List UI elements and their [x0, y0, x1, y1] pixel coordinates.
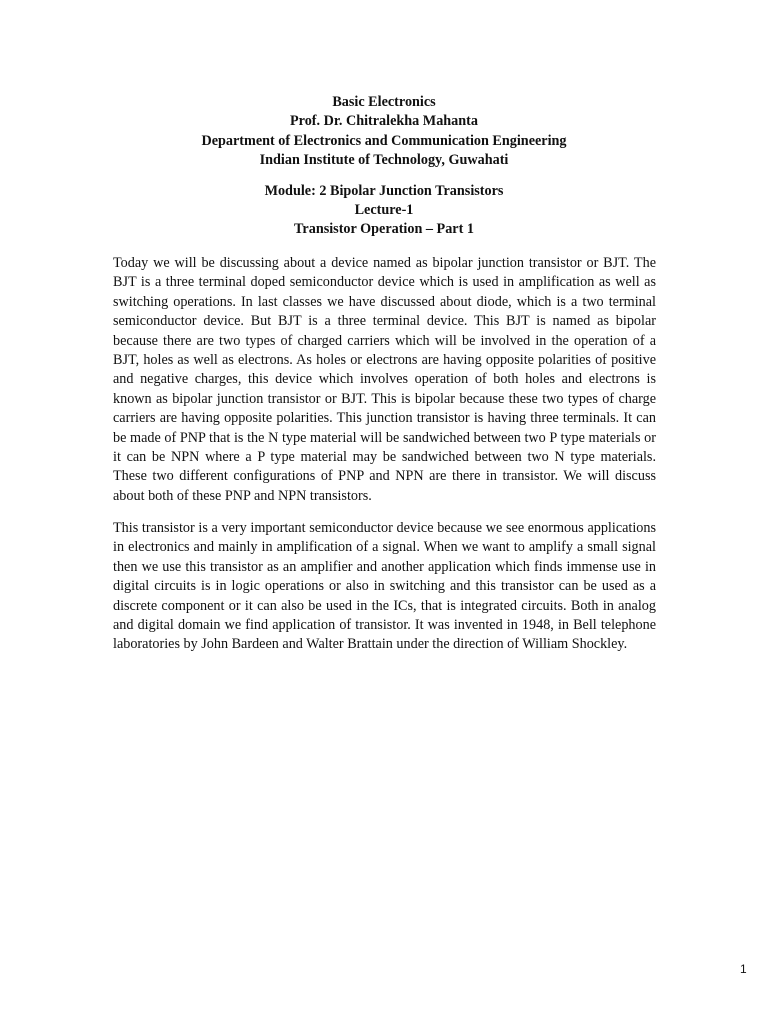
page-number: 1 [740, 962, 747, 976]
paragraph-intro: Today we will be discussing about a device named as bipolar junction transistor or BJT. The BJT is a three terminal doped semiconductor device which is used in amplification as well as switching operations. In last classes we have discussed about diode, which is a two terminal semiconductor device. But BJT is a three terminal device. This BJT is named as bipolar because there are two types of charged carriers which will be involved in the operation of a BJT, holes as well as electrons. As holes or electrons are having opposite polarities of positive and negative charges, this device which involves operation of both holes and electrons is known as bipolar junction transistor or BJT. This is bipolar because these two types of charge carriers are having opposite polarities. This junction transistor is having three terminals. It can be made of PNP that is the N type material will be sandwiched between two P type materials or it can be NPN where a P type material may be sandwiched between two N type materials. These two different configurations of PNP and NPN are there in transistor. We will discuss about both of these PNP and NPN transistors. [113, 255, 656, 504]
header-spacer [0, 171, 768, 182]
lecture-topic: Transistor Operation – Part 1 [294, 221, 474, 238]
lecture-number: Lecture-1 [354, 202, 414, 219]
institute-name: Indian Institute of Technology, Guwahati [259, 152, 509, 169]
professor-name: Prof. Dr. Chitralekha Mahanta [290, 113, 478, 130]
paragraph-applications: This transistor is a very important semiconductor device because we see enormous applications in electronics and mainly in amplification of a signal. When we want to amplify a small signal then we use this transistor as an amplifier and another application which finds immense use in digital circuits is in logic operations or also in switching and this transistor can be used as a discrete component or it can also be used in the ICs, that is integrated circuits. Both in analog and digital domain we find application of transistor. It was invented in 1948, in Bell telephone laboratories by John Bardeen and Walter Brattain under the direction of William Shockley. [113, 520, 656, 653]
course-title: Basic Electronics [332, 94, 436, 110]
document-header [0, 93, 768, 240]
department-name: Department of Electronics and Communication Engineering [201, 132, 567, 149]
module-title: Module: 2 Bipolar Junction Transistors [264, 182, 504, 199]
